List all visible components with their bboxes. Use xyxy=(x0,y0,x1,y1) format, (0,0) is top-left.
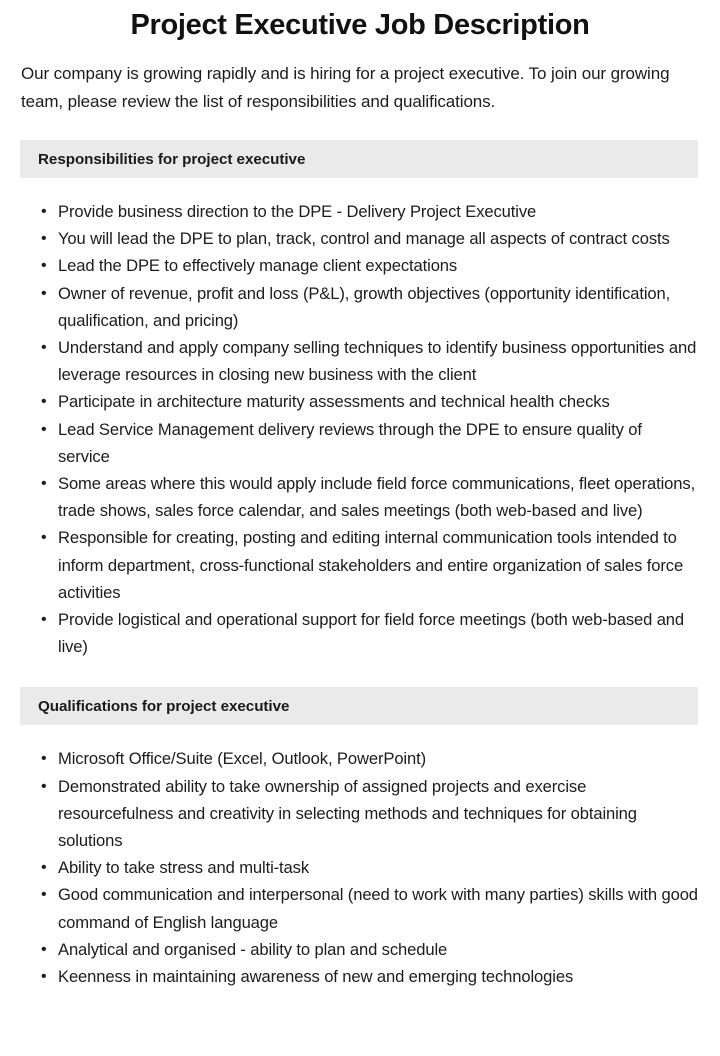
bullet-icon: • xyxy=(41,339,47,357)
list-item xyxy=(0,470,720,524)
bullet-icon: • xyxy=(41,230,47,248)
intro-paragraph: Our company is growing rapidly and is hiring for a project executive. To join our growing team, please review the list of responsibilities and qualifications. xyxy=(21,64,670,111)
bullet-icon: • xyxy=(41,859,47,877)
list-item xyxy=(0,388,720,415)
list-item xyxy=(0,416,720,470)
bullet-icon: • xyxy=(41,529,47,547)
list-item xyxy=(0,854,720,881)
list-item xyxy=(0,606,720,660)
list-item-text: Understand and apply company selling techniques to identify business opportunities and leverage resources in closing new business with the client xyxy=(58,338,697,385)
bullet-icon: • xyxy=(41,475,47,493)
list-item-text: Lead Service Management delivery reviews through the DPE to ensure quality of service xyxy=(58,419,642,466)
list-item-text: Provide logistical and operational support for field force meetings (both web-based and live) xyxy=(58,610,685,657)
bullet-icon: • xyxy=(41,777,47,795)
list-item xyxy=(0,524,720,606)
list-item xyxy=(0,198,720,225)
list-item-text: Microsoft Office/Suite (Excel, Outlook, PowerPoint) xyxy=(58,749,426,769)
list-item-text: Provide business direction to the DPE - Delivery Project Executive xyxy=(58,202,537,221)
bullet-icon: • xyxy=(41,886,47,904)
bullet-icon: • xyxy=(41,203,47,220)
list-item-text: You will lead the DPE to plan, track, control and manage all aspects of contract costs xyxy=(58,229,670,249)
list-item xyxy=(0,225,720,252)
bullet-icon: • xyxy=(41,611,47,629)
responsibilities-list xyxy=(0,178,720,660)
bullet-icon: • xyxy=(41,420,47,438)
list-item-text: Responsible for creating, posting and editing internal communication tools intended to inform department, cross-functional stakeholders and entire organization of sales force activities xyxy=(58,528,684,602)
section-heading-label: Qualifications for project executive xyxy=(38,697,290,715)
list-item xyxy=(0,963,720,990)
page-title: Project Executive Job Description xyxy=(130,9,590,41)
bullet-icon: • xyxy=(41,968,47,986)
section-header-responsibilities xyxy=(20,140,698,178)
section-heading-label: Responsibilities for project executive xyxy=(38,150,306,168)
list-item-text: Demonstrated ability to take ownership of assigned projects and exercise resourcefulness and creativity in selecting methods and techniques for obtaining solutions xyxy=(58,776,637,851)
bullet-icon: • xyxy=(41,284,47,302)
list-item-text: Good communication and interpersonal (need to work with many parties) skills with good command of English language xyxy=(58,885,698,932)
bullet-icon: • xyxy=(41,257,47,275)
list-item xyxy=(0,773,720,855)
qualifications-list xyxy=(0,725,720,990)
list-item-text: Some areas where this would apply include field force communications, fleet operations, trade shows, sales force calendar, and sales meetings (both web-based and live) xyxy=(58,474,696,521)
section-header-qualifications xyxy=(20,687,698,725)
list-item xyxy=(0,334,720,388)
list-item-text: Participate in architecture maturity assessments and technical health checks xyxy=(58,392,610,412)
section-qualifications xyxy=(0,660,720,990)
list-item-text: Lead the DPE to effectively manage client expectations xyxy=(58,256,458,276)
list-item-text: Owner of revenue, profit and loss (P&L), growth objectives (opportunity identification, qualification, and pricing) xyxy=(58,283,671,330)
list-item-text: Keenness in maintaining awareness of new and emerging technologies xyxy=(58,967,574,987)
bullet-icon: • xyxy=(41,940,47,958)
list-item xyxy=(0,881,720,935)
list-item xyxy=(0,252,720,279)
bullet-icon: • xyxy=(41,393,47,411)
list-item-text: Analytical and organised - ability to plan and schedule xyxy=(58,939,448,959)
section-responsibilities xyxy=(0,115,720,660)
list-item xyxy=(0,936,720,963)
bullet-icon: • xyxy=(41,750,47,768)
list-item xyxy=(0,280,720,334)
list-item-text: Ability to take stress and multi-task xyxy=(58,858,310,878)
list-item xyxy=(0,745,720,772)
